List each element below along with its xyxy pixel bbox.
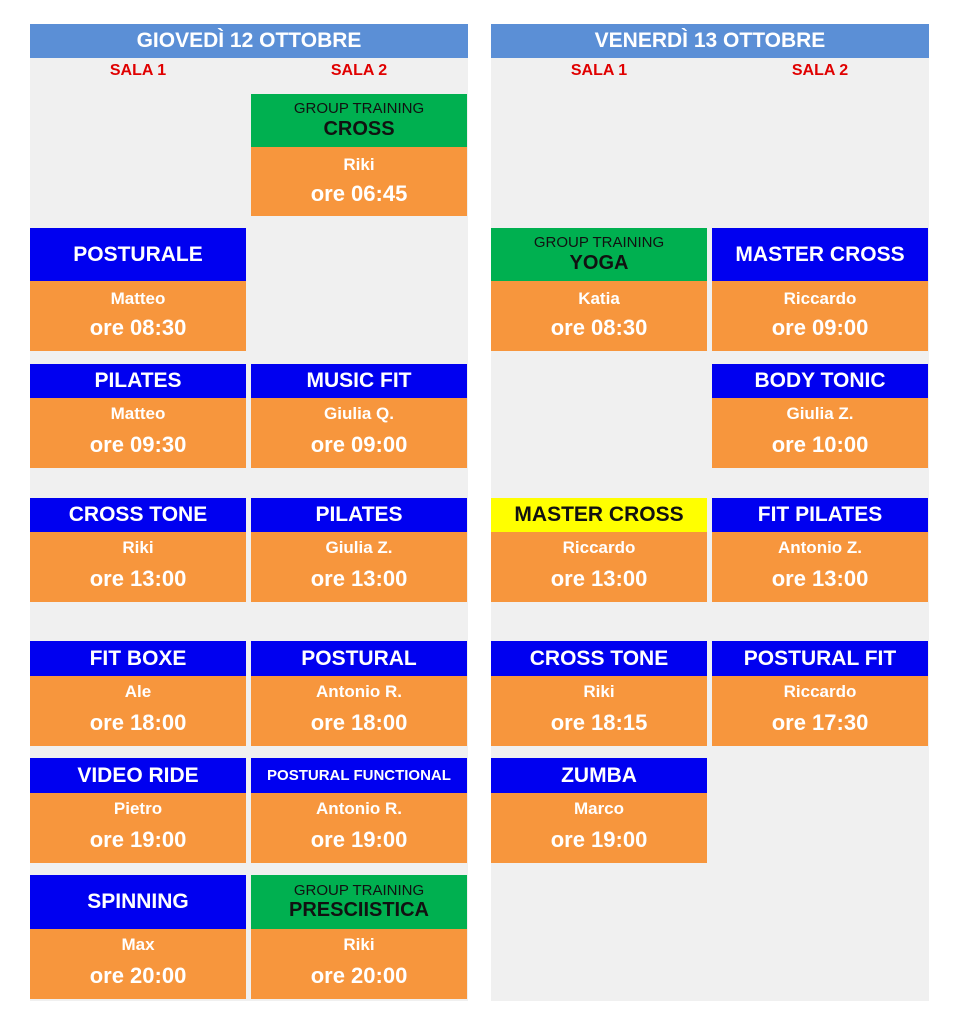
class-name: VIDEO RIDE [30,758,246,793]
class-card[interactable] [251,875,467,999]
class-time: ore 19:00 [310,827,408,852]
class-info [251,147,467,216]
class-name: FIT PILATES [712,498,928,532]
class-name: POSTURAL FUNCTIONAL [251,758,467,793]
class-info [491,532,707,602]
class-time: ore 09:00 [771,315,869,340]
class-info [30,929,246,999]
class-instructor: Riki [122,538,154,557]
class-time: ore 20:00 [89,963,187,988]
class-instructor: Matteo [110,289,166,308]
class-time: ore 09:00 [310,432,408,457]
class-name: MUSIC FIT [251,364,467,398]
class-info [491,676,707,746]
class-title [251,94,467,147]
class-time: ore 19:00 [89,827,187,852]
class-time: ore 13:00 [310,566,408,591]
class-card[interactable] [712,641,928,746]
class-name: YOGA [569,251,629,274]
class-instructor: Antonio R. [316,799,402,818]
class-time: ore 08:30 [550,315,648,340]
class-time: ore 10:00 [771,432,869,457]
class-card[interactable] [491,641,707,746]
class-name: FIT BOXE [30,641,246,676]
class-name: CROSS [323,117,395,140]
class-instructor: Antonio Z. [777,538,863,557]
class-name: SPINNING [30,875,246,929]
class-name: CROSS TONE [30,498,246,532]
class-info [491,281,707,351]
class-card[interactable] [491,498,707,602]
class-time: ore 09:30 [89,432,187,457]
class-time: ore 17:30 [771,710,869,735]
class-instructor: Riki [343,155,375,174]
class-info [30,532,246,602]
class-instructor: Riki [583,682,615,701]
class-name: MASTER CROSS [491,498,707,532]
class-card[interactable] [30,364,246,468]
class-instructor: Riccardo [562,538,636,557]
class-instructor: Marco [573,799,625,818]
class-name: POSTURALE [30,228,246,281]
sala-2-label: SALA 2 [330,62,388,79]
class-name: POSTURAL FIT [712,641,928,676]
class-card[interactable] [712,498,928,602]
class-time: ore 08:30 [89,315,187,340]
class-instructor: Riki [343,935,375,954]
class-name: ZUMBA [491,758,707,793]
class-card[interactable] [712,228,928,351]
class-info [30,676,246,746]
class-info [251,929,467,999]
class-instructor: Giulia Z. [325,538,393,557]
day-friday [491,24,929,1001]
class-instructor: Pietro [113,799,163,818]
class-card[interactable] [251,758,467,863]
class-name: PILATES [30,364,246,398]
class-instructor: Riccardo [783,289,857,308]
class-info [30,793,246,863]
class-time: ore 18:00 [89,710,187,735]
class-time: ore 18:15 [550,710,648,735]
class-card[interactable] [251,498,467,602]
class-instructor: Giulia Z. [786,404,854,423]
class-time: ore 13:00 [771,566,869,591]
class-instructor: Ale [124,682,152,701]
class-card[interactable] [30,758,246,863]
class-info [30,281,246,351]
class-info [712,676,928,746]
class-title [491,228,707,281]
class-card[interactable] [712,364,928,468]
class-time: ore 06:45 [310,181,408,206]
class-name: CROSS TONE [491,641,707,676]
class-name: PILATES [251,498,467,532]
class-instructor: Katia [578,289,620,308]
class-info [251,676,467,746]
class-time: ore 18:00 [310,710,408,735]
class-name: POSTURAL [251,641,467,676]
class-instructor: Riccardo [783,682,857,701]
class-name: MASTER CROSS [712,228,928,281]
class-time: ore 13:00 [89,566,187,591]
class-info [712,532,928,602]
class-card[interactable] [491,228,707,351]
class-card[interactable] [30,875,246,999]
class-title [251,875,467,929]
class-info [251,532,467,602]
class-category: GROUP TRAINING [293,100,425,118]
class-info [251,398,467,468]
sala-1-label: SALA 1 [570,62,628,79]
class-instructor: Max [121,935,155,954]
class-info [491,793,707,863]
class-card[interactable] [251,641,467,746]
sala-2-label: SALA 2 [791,62,849,79]
class-info [30,398,246,468]
class-category: GROUP TRAINING [533,234,665,252]
class-card[interactable] [491,758,707,863]
class-instructor: Giulia Q. [324,404,394,423]
class-category: GROUP TRAINING [293,881,425,899]
class-card[interactable] [251,94,467,216]
class-name: BODY TONIC [712,364,928,398]
class-info [251,793,467,863]
class-time: ore 13:00 [550,566,648,591]
day-thursday [30,24,468,1001]
class-card[interactable] [30,641,246,746]
class-name: PRESCIISTICA [288,899,430,922]
class-time: ore 19:00 [550,827,648,852]
class-time: ore 20:00 [310,963,408,988]
class-card[interactable] [30,228,246,351]
sala-1-label: SALA 1 [109,62,167,79]
day-header: VENERDÌ 13 OTTOBRE [491,24,929,58]
class-card[interactable] [30,498,246,602]
class-info [712,281,928,351]
class-card[interactable] [251,364,467,468]
class-instructor: Matteo [110,404,166,423]
class-info [712,398,928,468]
class-instructor: Antonio R. [316,682,402,701]
day-header: GIOVEDÌ 12 OTTOBRE [30,24,468,58]
